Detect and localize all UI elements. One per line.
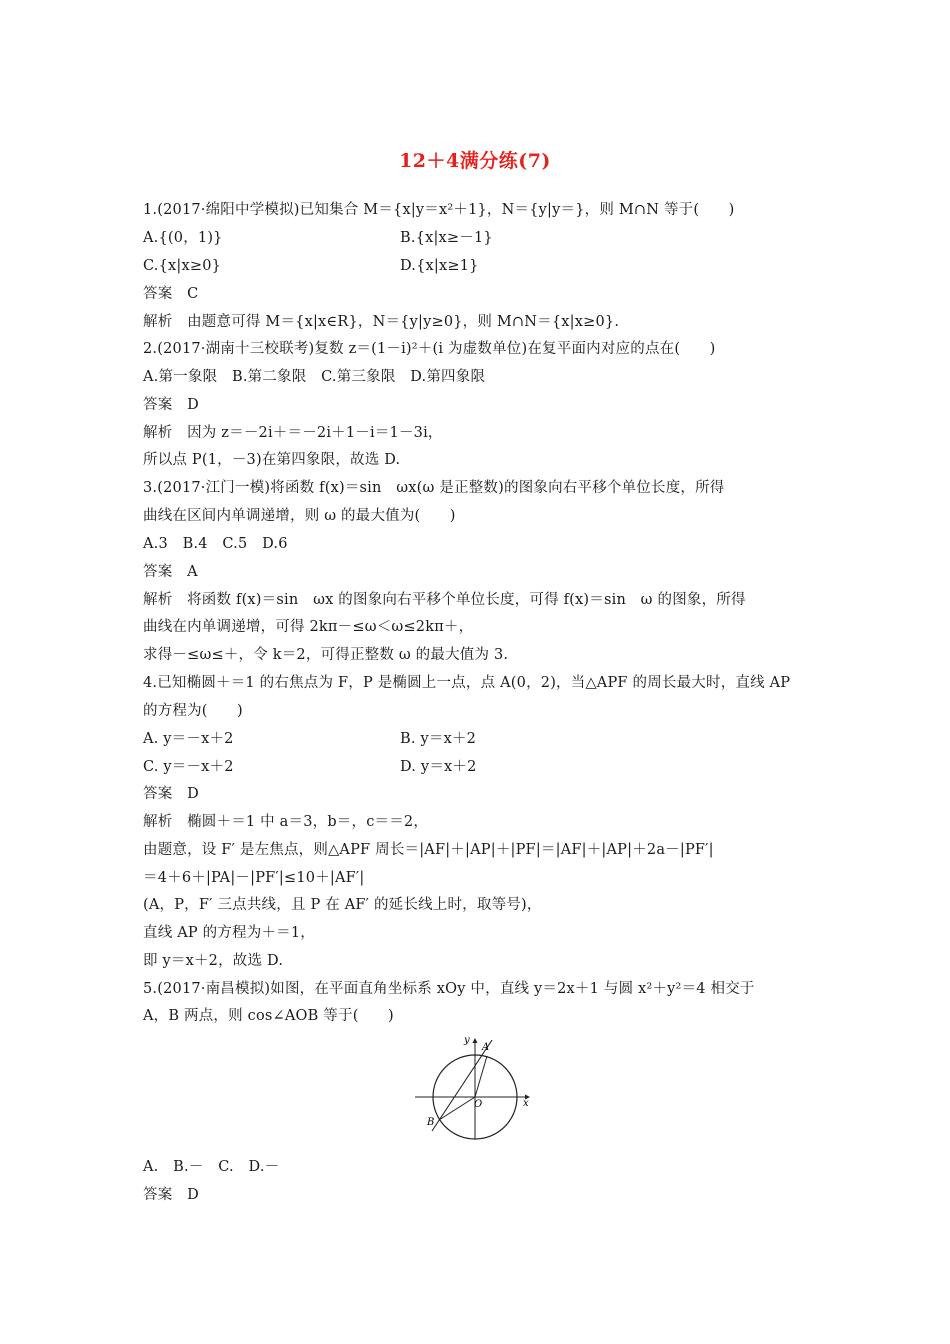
q2-options: A.第一象限 B.第二象限 C.第三象限 D.第四象限 (143, 369, 486, 385)
q2-analysis-1: 解析 因为 z＝－2i＋＝－2i＋1－i＝1－3i， (143, 425, 443, 441)
page-title: 12＋4满分练(7) (399, 150, 551, 172)
q4-analysis-5: 直线 AP 的方程为＋＝1， (143, 925, 315, 941)
q1-option-a: A.{(0，1)} (143, 230, 223, 246)
q4-stem-1: 4.已知椭圆＋＝1 的右焦点为 F，P 是椭圆上一点，点 A(0，2)，当△APF 的周长最大时，直线 AP (143, 675, 791, 691)
q5-stem-2: A，B 两点，则 cos∠AOB 等于( ) (143, 1008, 394, 1024)
q1-answer: 答案 C (143, 286, 199, 302)
label-a: A (482, 1042, 490, 1053)
q4-option-d: D. y＝x＋2 (400, 759, 477, 775)
q4-answer: 答案 D (143, 786, 199, 802)
q4-stem-2: 的方程为( ) (143, 703, 243, 719)
q3-analysis-3: 求得－≤ω≤＋，令 k＝2，可得正整数 ω 的最大值为 3. (143, 647, 509, 663)
q2-analysis-2: 所以点 P(1，－3)在第四象限，故选 D. (143, 452, 401, 468)
q5-options: A. B.－ C. D.－ (143, 1159, 280, 1175)
q3-analysis-2: 曲线在内单调递增，可得 2kπ－≤ω＜ω≤2kπ＋， (143, 619, 474, 635)
q3-answer: 答案 A (143, 564, 198, 580)
label-o: O (474, 1099, 483, 1110)
q4-option-c: C. y＝－x＋2 (143, 759, 234, 775)
q1-analysis: 解析 由题意可得 M＝{x|x∈R}，N＝{y|y≥0}，则 M∩N＝{x|x≥0}. (143, 314, 620, 330)
q4-option-a: A. y＝－x＋2 (143, 731, 234, 747)
q2-answer: 答案 D (143, 397, 199, 413)
q4-analysis-3: ＝4＋6＋|PA|－|PF′|≤10＋|AF′| (143, 870, 365, 886)
q4-analysis-4: (A，P，F′ 三点共线，且 P 在 AF′ 的延长线上时，取等号)， (143, 897, 542, 913)
q4-analysis-2: 由题意，设 F′ 是左焦点，则△APF 周长＝|AF|＋|AP|＋|PF|＝|AF|＋|AP|＋2a－|PF′| (143, 842, 714, 858)
q3-analysis-1: 解析 将函数 f(x)＝sin ωx 的图象向右平移个单位长度，可得 f(x)＝sin ω 的图象，所得 (143, 592, 746, 608)
q5-answer: 答案 D (143, 1187, 199, 1203)
q4-analysis-6: 即 y＝x＋2，故选 D. (143, 953, 284, 969)
q1-option-c: C.{x|x≥0} (143, 258, 222, 274)
q1-option-b: B.{x|x≥－1} (400, 230, 493, 246)
label-x: x (523, 1098, 529, 1109)
q1-stem: 1.(2017·绵阳中学模拟)已知集合 M＝{x|y＝x²＋1}，N＝{y|y＝}，则 M∩N 等于( ) (143, 202, 735, 218)
q1-option-d: D.{x|x≥1} (400, 258, 479, 274)
q5-stem-1: 5.(2017·南昌模拟)如图，在平面直角坐标系 xOy 中，直线 y＝2x＋1 与圆 x²＋y²＝4 相交于 (143, 981, 755, 997)
line-ab (432, 1040, 492, 1131)
q3-stem-1: 3.(2017·江门一模)将函数 f(x)＝sin ωx(ω 是正整数)的图象向右平移个单位长度，所得 (143, 480, 725, 496)
label-b: B (427, 1117, 435, 1128)
q2-stem: 2.(2017·湖南十三校联考)复数 z＝(1－i)²＋(i 为虚数单位)在复平面内对应的点在( ) (143, 341, 716, 357)
circle-line-figure (412, 1034, 534, 1140)
q4-option-b: B. y＝x＋2 (400, 731, 477, 747)
y-axis-arrow (473, 1038, 478, 1043)
segment-ob (439, 1097, 475, 1120)
q3-options: A.3 B.4 C.5 D.6 (143, 536, 288, 552)
label-y: y (464, 1035, 470, 1046)
q3-stem-2: 曲线在区间内单调递增，则 ω 的最大值为( ) (143, 508, 456, 524)
q4-analysis-1: 解析 椭圆＋＝1 中 a＝3，b＝，c＝＝2， (143, 814, 429, 830)
